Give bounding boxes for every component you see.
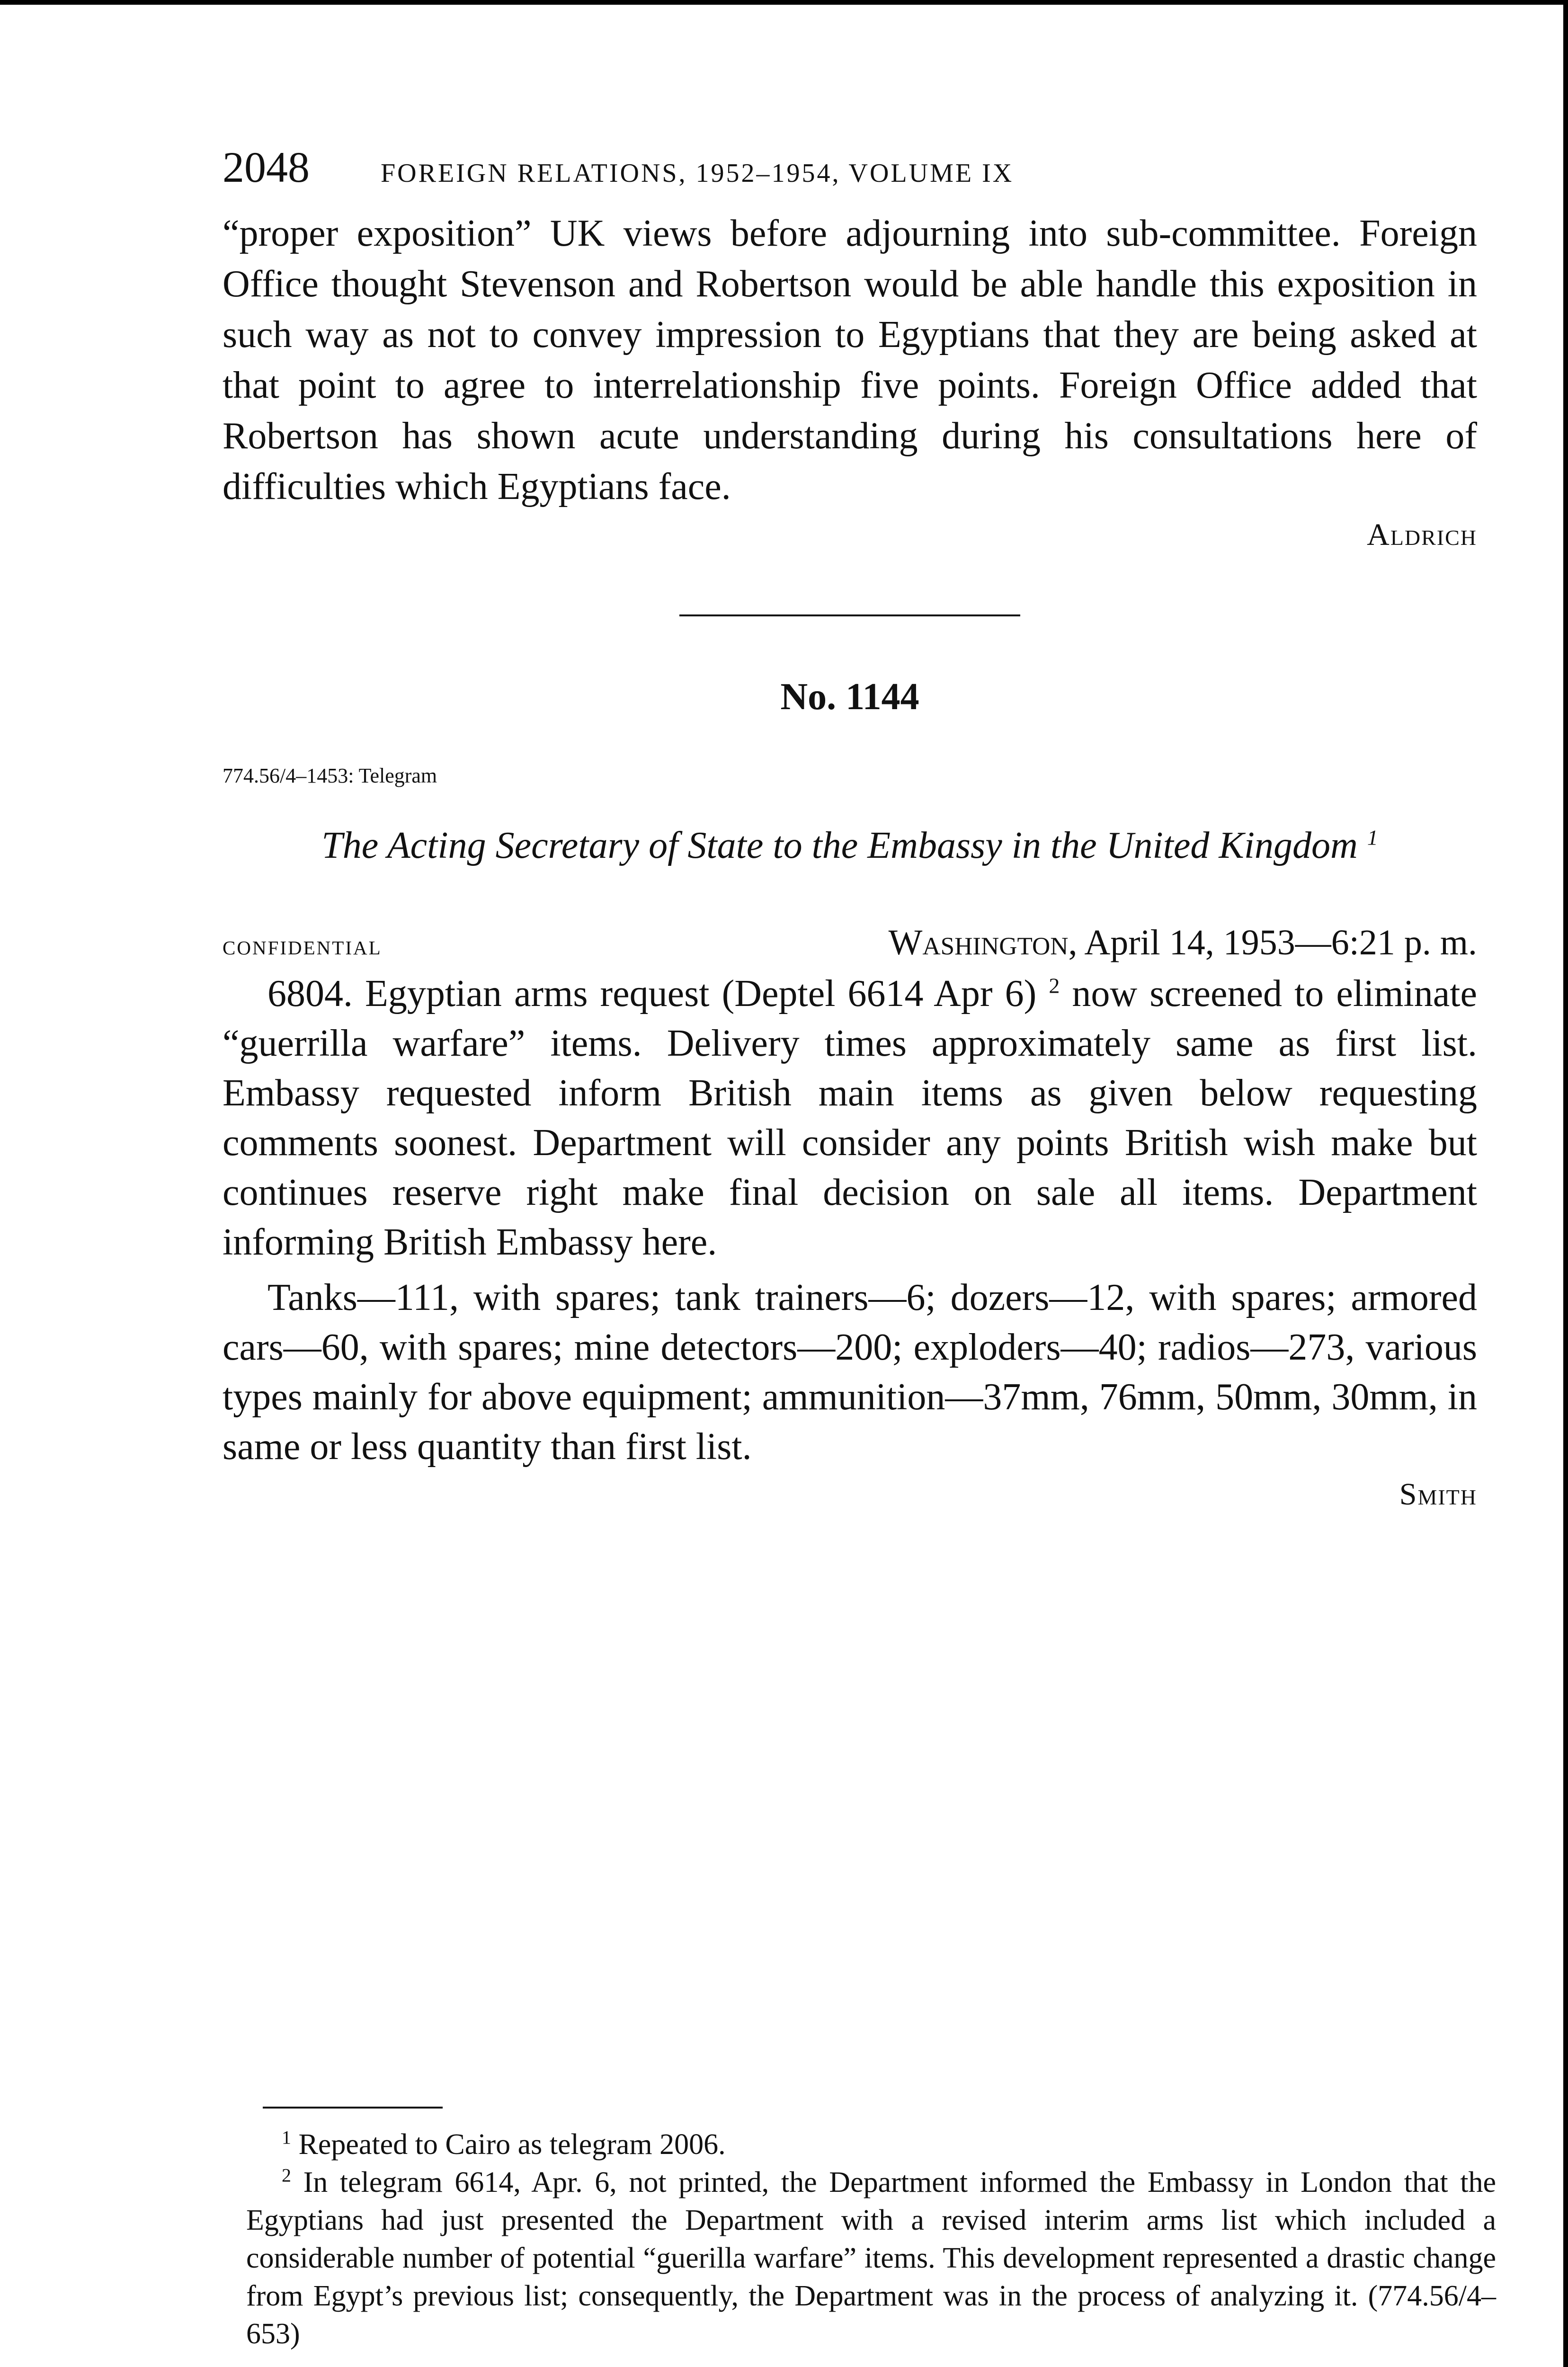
footnote-2-marker: 2 — [282, 2164, 291, 2186]
page-number: 2048 — [223, 143, 310, 191]
running-head — [223, 142, 1477, 208]
footnote-2 — [246, 2163, 1496, 2353]
signature-smith: Smith — [1399, 1477, 1477, 1512]
footnote-ref-2: 2 — [1049, 973, 1060, 998]
classification-label: confidential — [223, 930, 382, 961]
telegram-paragraph-2: Tanks—111, with spares; tank trainers—6; dozers—12, with spares; armored cars—60, with spares; mine detectors—200; exploders—40; radios—273, various types mainly for above equipment; ammunition—37mm, 76mm, 50mm, 30mm, in same or less quantity than first list. — [223, 1277, 1477, 1468]
scan-border-top — [0, 0, 1568, 5]
footnote-rule — [263, 2107, 443, 2109]
section-separator — [679, 614, 1020, 616]
signature-aldrich: Aldrich — [1367, 517, 1477, 552]
document-number: No. 1144 — [780, 676, 919, 718]
footnote-1 — [246, 2126, 1496, 2163]
telegram-paragraph-1 — [223, 969, 1477, 1267]
dateline — [223, 922, 1477, 963]
paragraph-1-start: 6804. Egyptian arms request (Deptel 6614 Apr 6) — [267, 973, 1037, 1014]
page-content — [223, 142, 1477, 1513]
footnotes — [246, 2126, 1496, 2353]
document-title-text: The Acting Secretary of State to the Embassy in the United Kingdom — [321, 825, 1358, 866]
file-reference: 774.56/4–1453: Telegram — [223, 764, 437, 787]
date: April 14, 1953—6:21 p. m. — [1084, 923, 1477, 962]
footnote-2-text: In telegram 6614, Apr. 6, not printed, the Department informed the Embassy in London that the Egyptians had just presented the Department with a revised interim arms list which included a considerable number of potential “guerilla warfare” items. This development represented a drastic change from Egypt’s previous list; consequently, the Department was in the process of analyzing it. (774.56/4–653) — [246, 2166, 1496, 2350]
footnote-1-text: Repeated to Cairo as telegram 2006. — [298, 2128, 726, 2161]
running-title: FOREIGN RELATIONS, 1952–1954, VOLUME IX — [381, 159, 1014, 188]
footnote-ref-1: 1 — [1367, 825, 1378, 850]
footnote-1-marker: 1 — [282, 2127, 291, 2148]
document-title — [223, 821, 1477, 870]
paragraph-1-rest: now screened to eliminate “guerrilla warfare” items. Delivery times approximately same as first list. Embassy requested inform British main items as given below requesting comments soonest. Department will consider any points British wish make but continues reserve right make final decision on sale all items. Department informing British Embassy here. — [223, 973, 1478, 1263]
scan-border-right — [1563, 0, 1568, 2367]
place: Washington, — [888, 923, 1078, 962]
continuation-paragraph: “proper exposition” UK views before adjourning into sub-committee. Foreign Office thought Stevenson and Robertson would be able handle this exposition in such way as not to convey impression to Egyptians that they are being asked at that point to agree to interrelationship five points. Foreign Office added that Robertson has shown acute understanding during his consultations here of difficulties which Egyptians face. — [223, 213, 1477, 507]
place-and-date — [889, 922, 1477, 963]
